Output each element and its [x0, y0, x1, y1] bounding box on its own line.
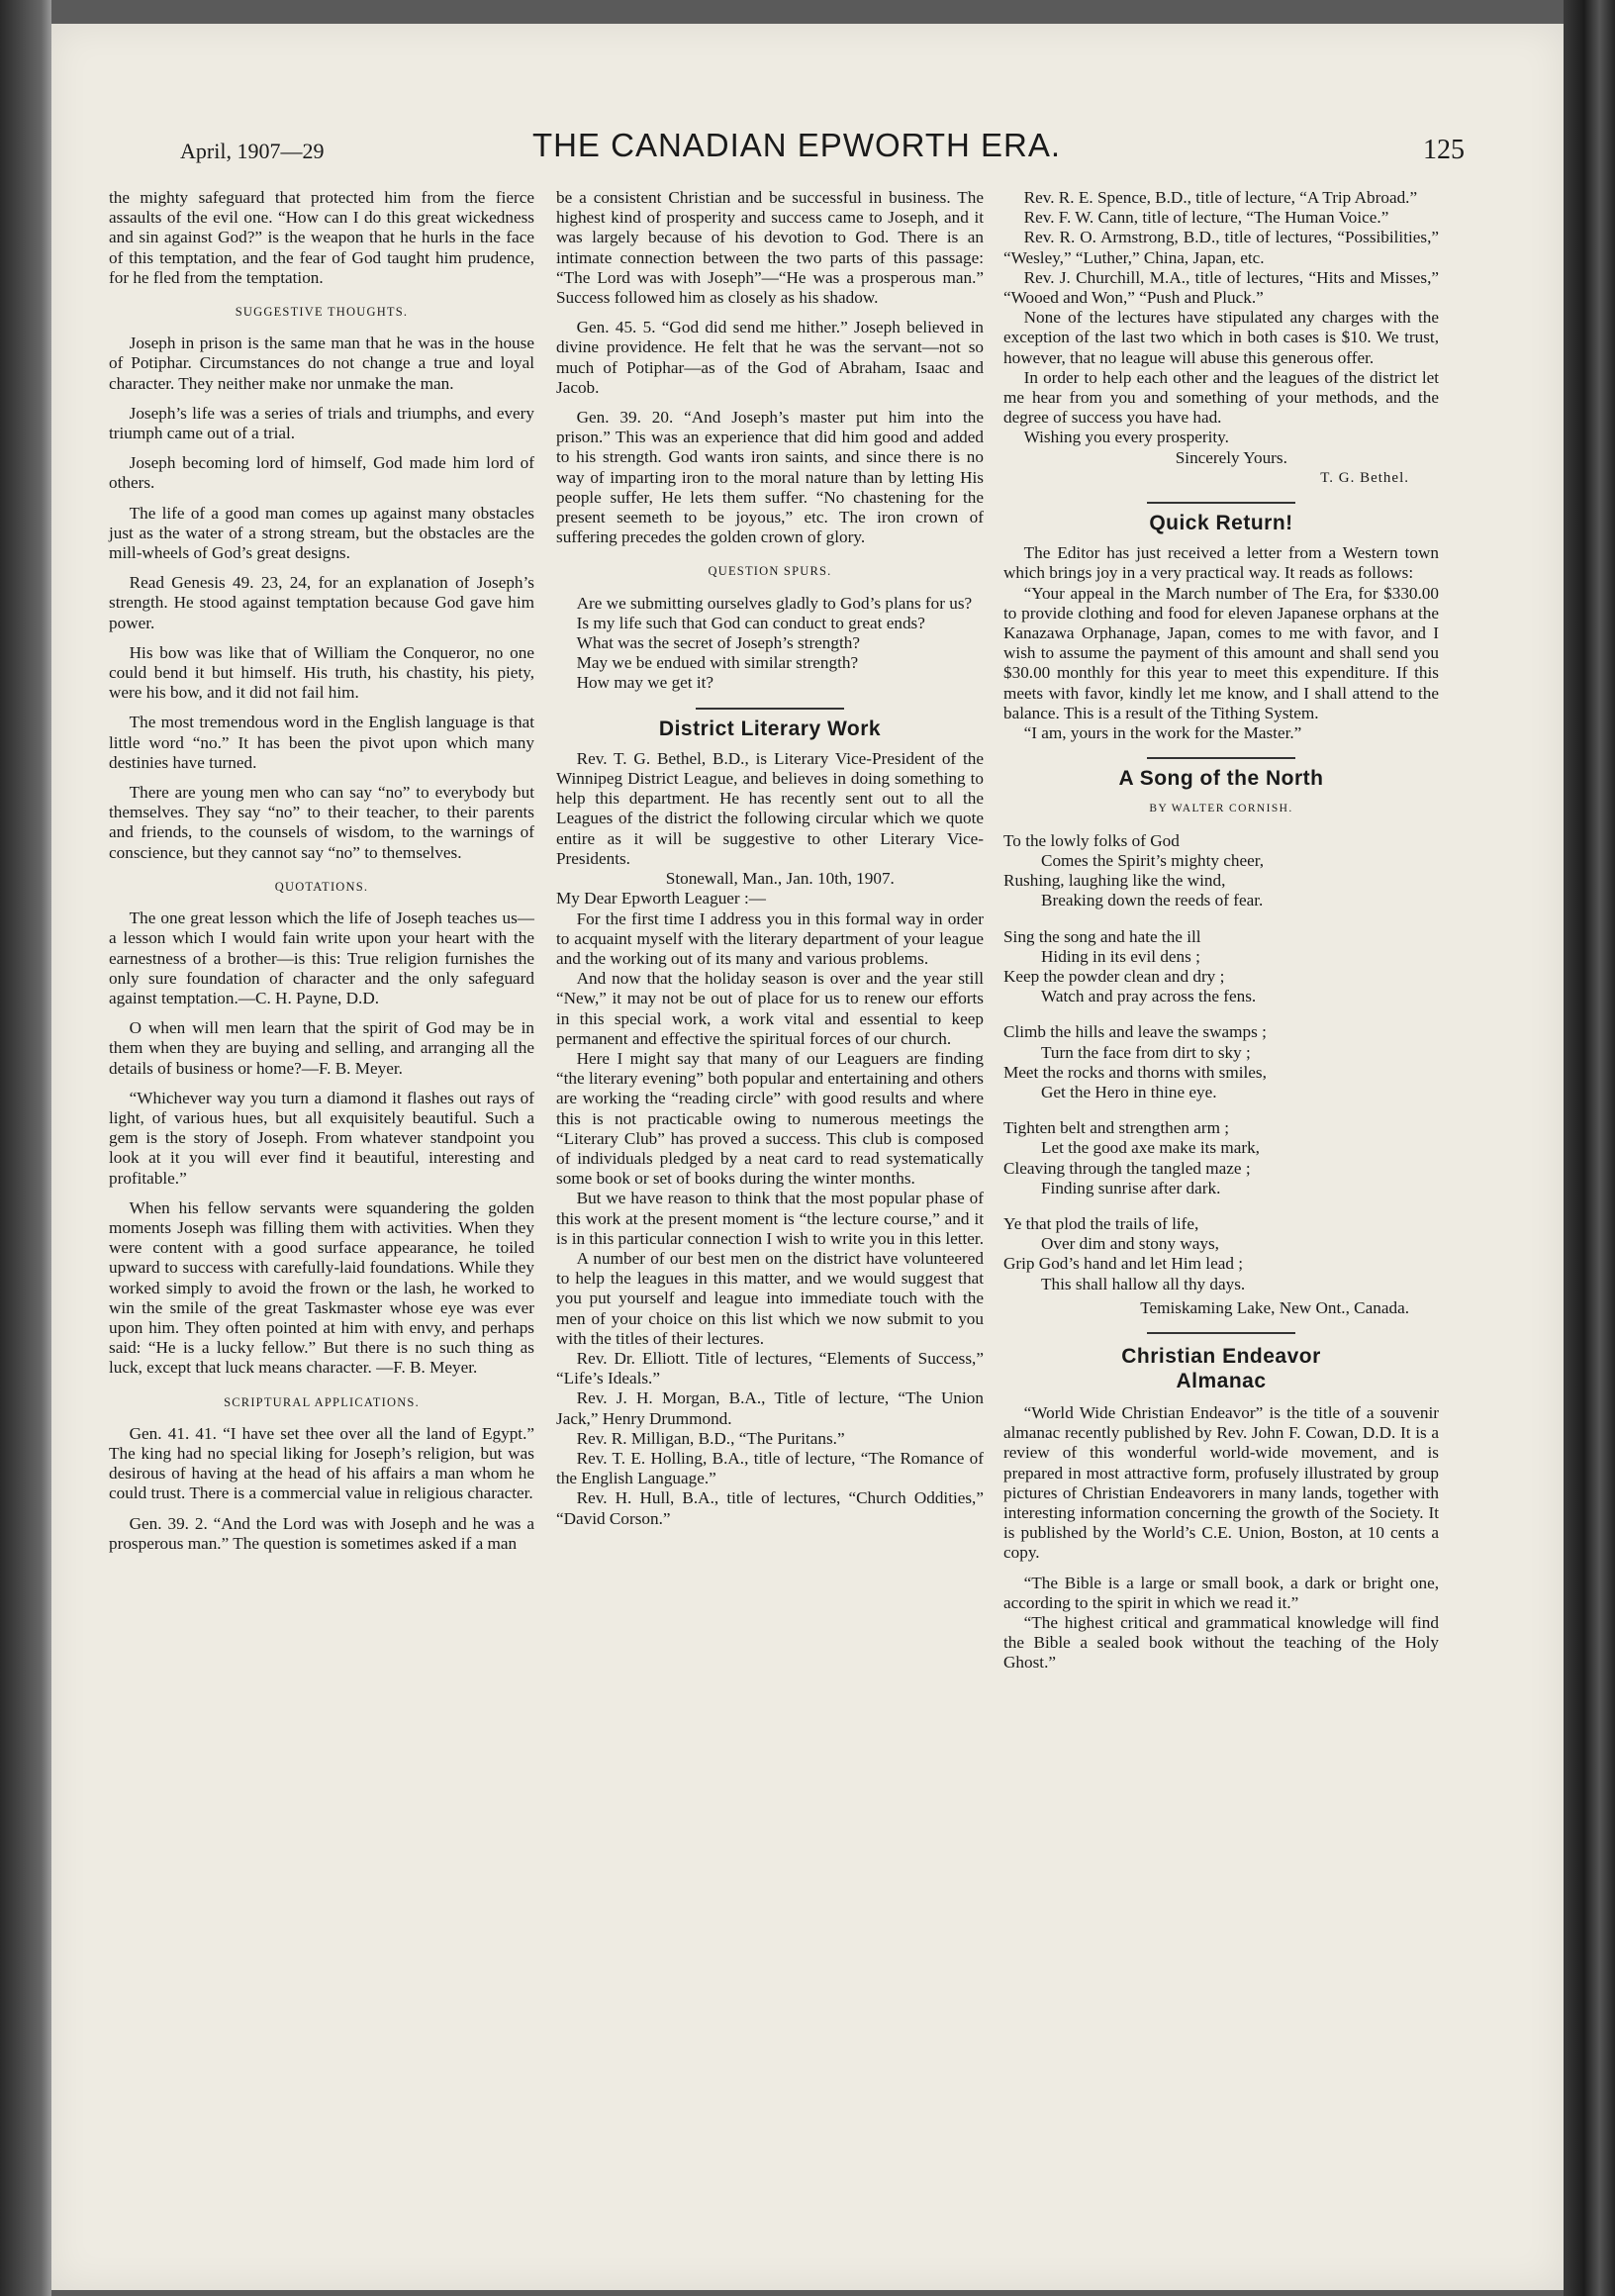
section-heading-quotations: QUOTATIONS.	[274, 879, 369, 894]
poem-line: Get the Hero in thine eye.	[1041, 1082, 1217, 1101]
lecture-entry: Rev. R. E. Spence, B.D., title of lecture, “A Trip Abroad.”	[1023, 188, 1418, 207]
paragraph: the mighty safeguard that protected him from the fierce assaults of the evil one. “How can I do this great wickedness and sin against God?” is the weapon that he hurls in the face of this temptation, and the fear of God taught him prudence, for he fled from the temptation.	[109, 188, 534, 287]
paragraph: His bow was like that of William the Conqueror, no one could bend it but himself. His truth, his chastity, his piety, were his bow, and it did not fail him.	[109, 642, 534, 703]
poem-line: Hiding in its evil dens ;	[1041, 946, 1200, 966]
lecture-entry: Rev. Dr. Elliott. Title of lectures, “Elements of Success,” “Life’s Ideals.”	[556, 1348, 984, 1388]
paragraph: “The highest critical and grammatical knowledge will find the Bible a sealed book without the teaching of the Holy Ghost.”	[1003, 1612, 1439, 1673]
poem-line: This shall hallow all thy days.	[1041, 1274, 1246, 1293]
lecture-entry: Rev. R. Milligan, B.D., “The Puritans.”	[576, 1428, 845, 1448]
section-heading-scriptural: SCRIPTURAL APPLICATIONS.	[224, 1394, 420, 1409]
column-3	[1003, 188, 1439, 1674]
question: Are we submitting ourselves gladly to God’s plans for us?	[576, 593, 973, 613]
paragraph: Gen. 39. 2. “And the Lord was with Joseph and he was a prosperous man.” The question is sometimes asked if a man	[109, 1513, 534, 1553]
article-title-ce	[1003, 1344, 1439, 1393]
paragraph: The Editor has just received a letter from a Western town which brings joy in a very practical way. It reads as follows:	[1003, 543, 1439, 583]
poem-stanza	[1003, 1118, 1439, 1198]
poem-line: Comes the Spirit’s mighty cheer,	[1041, 850, 1265, 870]
article-title-line: Christian Endeavor	[1121, 1344, 1321, 1368]
page-header	[129, 127, 1465, 176]
lecture-entry: Rev. R. O. Armstrong, B.D., title of lectures, “Possibilities,” “Wesley,” “Luther,” China, Japan, etc.	[1003, 228, 1439, 267]
paragraph: The most tremendous word in the English language is that little word “no.” It has been the pivot upon which many destinies have turned.	[109, 713, 534, 772]
paragraph: “I am, yours in the work for the Master.”	[1023, 723, 1302, 743]
poem-line: Keep the powder clean and dry ;	[1003, 966, 1225, 986]
poem-byline: BY WALTER CORNISH.	[1149, 803, 1293, 815]
column-1	[109, 188, 534, 1564]
poem-line: Grip God’s hand and let Him lead ;	[1003, 1254, 1244, 1274]
question: What was the secret of Joseph’s strength?	[576, 633, 860, 653]
paragraph: be a consistent Christian and be successful in business. The highest kind of prosperity and success came to Joseph, and it was largely because of his devotion to God. There is an intimate connection between the two parts of this passage: “The Lord was with Joseph”—“He was a prosperous man.” Success followed him as closely as his shadow.	[556, 188, 984, 308]
poem-line: Turn the face from dirt to sky ;	[1041, 1042, 1251, 1062]
paragraph: “World Wide Christian Endeavor” is the title of a souvenir almanac recently published by Rev. John F. Cowan, D.D. It is a review of this wonderful world-wide movement, and is prepared in most attractive form, profusely illustrated by group pictures of Christian Endeavorers in many lands, together with interesting information concerning the growth of the Society. It is published by the World’s C.E. Union, Boston, at 10 cents a copy.	[1003, 1402, 1439, 1563]
poem-stanza	[1003, 1022, 1439, 1102]
letter-signature: T. G. Bethel.	[1320, 469, 1409, 486]
poem-line: Meet the rocks and thorns with smiles,	[1003, 1062, 1267, 1082]
poem-line: Watch and pray across the fens.	[1041, 987, 1257, 1006]
lecture-entry: Rev. F. W. Cann, title of lecture, “The Human Voice.”	[1023, 208, 1389, 228]
poem-line: Let the good axe make its mark,	[1041, 1138, 1260, 1158]
paragraph: The life of a good man comes up against many obstacles just as the water of a strong stream, but the obstacles are the mill-wheels of God’s great designs.	[109, 503, 534, 563]
poem-line: Tighten belt and strengthen arm ;	[1003, 1118, 1230, 1138]
poem-stanza	[1003, 927, 1439, 1007]
question: Is my life such that God can conduct to great ends?	[576, 613, 925, 632]
poem-line: Finding sunrise after dark.	[1041, 1178, 1221, 1197]
letter-place-date: Stonewall, Man., Jan. 10th, 1907.	[665, 869, 895, 889]
poem-line: Climb the hills and leave the swamps ;	[1003, 1022, 1267, 1042]
paragraph: “Your appeal in the March number of The Era, for $330.00 to provide clothing and food for eleven Japanese orphans at the Kanazawa Orphanage, Japan, comes to me with favor, and I wish to assume the payment of this amount and shall send you $30.00 monthly for this year to meet this expenditure. If this meets with favor, kindly let me know, and I shall attend to the balance. This is a result of the Tithing System.	[1003, 583, 1439, 722]
divider-rule	[1147, 757, 1295, 759]
lecture-entry: Rev. J. H. Morgan, B.A., Title of lecture, “The Union Jack,” Henry Drummond.	[556, 1388, 984, 1428]
divider-rule	[1147, 1332, 1295, 1334]
paragraph: Here I might say that many of our Leaguers are finding “the literary evening” both popular and entertaining and others are working the “reading circle” with good results and where this is not practicable owing to numerous meetings the “Literary Club” has proved a success. This club is composed of individuals pledged by a neat card to read systematically some book or set of books during the winter months.	[556, 1048, 984, 1189]
poem-line: Sing the song and hate the ill	[1003, 926, 1201, 946]
paragraph: Rev. T. G. Bethel, B.D., is Literary Vice-President of the Winnipeg District League, and believes in doing something to help this department. He has recently sent out to all the Leagues of the district the following circular which we quote entire as it will be suggestive to other Literary Vice-Presidents.	[556, 748, 984, 868]
paragraph: And now that the holiday season is over and the year still “New,” it may not be out of place for us to renew our efforts in this special work, a work vital and essential to keep permanent and effective the spiritual forces of our church.	[556, 969, 984, 1048]
section-heading-suggestive: SUGGESTIVE THOUGHTS.	[235, 305, 409, 320]
paragraph: O when will men learn that the spirit of God may be in them when they are buying and selling, and arranging all the details of business or home?—F. B. Meyer.	[109, 1018, 534, 1078]
paragraph: Joseph becoming lord of himself, God made him lord of others.	[109, 453, 534, 493]
paragraph: For the first time I address you in this formal way in order to acquaint myself with the literary department of your league and the working out of its many and various problems.	[556, 909, 984, 968]
paragraph: Gen. 45. 5. “God did send me hither.” Joseph believed in divine providence. He felt that he was the servant—not so much of Potiphar—as of the God of Abraham, Isaac and Jacob.	[556, 318, 984, 397]
paragraph: “The Bible is a large or small book, a dark or bright one, according to the spirit in which we read it.”	[1003, 1573, 1439, 1612]
poem-line: Ye that plod the trails of life,	[1003, 1213, 1199, 1233]
paragraph: In order to help each other and the leagues of the district let me hear from you and something of your methods, and the degree of success you have had.	[1003, 367, 1439, 428]
poem-line: Rushing, laughing like the wind,	[1003, 871, 1226, 891]
divider-rule	[696, 708, 844, 710]
paragraph: There are young men who can say “no” to everybody but themselves. They say “no” to their teacher, to their parents and friends, to the counsels of wisdom, to the warnings of conscience, but they cannot say “no” to themselves.	[109, 783, 534, 862]
article-title-district: District Literary Work	[658, 717, 882, 740]
poem-stanza	[1003, 831, 1439, 911]
divider-rule	[1147, 502, 1295, 504]
paragraph: Read Genesis 49. 23, 24, for an explanation of Joseph’s strength. He stood against temptation because God gave him power.	[109, 573, 534, 632]
column-2	[556, 188, 984, 1529]
letter-salutation: My Dear Epworth Leaguer :—	[556, 889, 766, 909]
poem-line: Over dim and stony ways,	[1041, 1234, 1219, 1254]
paragraph: Joseph in prison is the same man that he was in the house of Potiphar. Circumstances do not change a true and loyal character. They neither make nor unmake the man.	[109, 334, 534, 393]
paragraph: But we have reason to think that the most popular phase of this work at the present moment is “the lecture course,” and it is in this particular connection I wish to write you in this letter.	[556, 1189, 984, 1248]
article-title-song: A Song of the North	[1118, 767, 1324, 791]
article-title-line: Almanac	[1176, 1369, 1267, 1392]
lecture-entry: Rev. H. Hull, B.A., title of lectures, “Church Oddities,” “David Corson.”	[556, 1488, 984, 1528]
paragraph: Joseph’s life was a series of trials and triumphs, and every triumph came out of a trial.	[109, 403, 534, 443]
paragraph: Gen. 39. 20. “And Joseph’s master put him into the prison.” This was an experience that did him good and added to his strength. God wants iron saints, and since there is no way of imparting iron to the moral nature than by letting His people suffer, He lets them suffer. “No chastening for the present seemeth to be joyous,” etc. The iron crown of suffering precedes the golden crown of glory.	[556, 408, 984, 547]
poem-line: To the lowly folks of God	[1003, 830, 1180, 850]
lecture-entry: Rev. J. Churchill, M.A., title of lectures, “Hits and Misses,” “Wooed and Won,” “Push and Pluck.”	[1003, 267, 1439, 308]
question: How may we get it?	[576, 673, 714, 693]
paragraph: When his fellow servants were squandering the golden moments Joseph was filling them with activities. When they were content with a good surface appearance, he toiled upward to success with carefully-laid foundations. While they worked simply to avoid the frown or the lash, he worked to win the smile of the great Taskmaster whose eye was ever upon him. They often pointed at him with envy, and perhaps said: “He is a lucky fellow.” But there is no such thing as luck, except that luck means character. —F. B. Meyer.	[109, 1197, 534, 1378]
poem-stanza	[1003, 1214, 1439, 1294]
poem-place: Temiskaming Lake, New Ont., Canada.	[1140, 1297, 1409, 1317]
paragraph: The one great lesson which the life of Joseph teaches us—a lesson which I would fain write upon your heart with the earnestness of a brother—is this: True religion furnishes the only sure foundation of character and the only safeguard against temptation.—C. H. Payne, D.D.	[109, 909, 534, 1007]
lecture-entry: Rev. T. E. Holling, B.A., title of lecture, “The Romance of the English Language.”	[556, 1448, 984, 1488]
book-spine	[1564, 0, 1615, 2296]
issue-date: April, 1907—29	[180, 139, 325, 163]
paragraph: A number of our best men on the district have volunteered to help the leagues in this matter, and we would suggest that you put yourself and league into immediate touch with the men of your choice on this list which we now submit to you with the titles of their lectures.	[556, 1248, 984, 1348]
letter-closing: Sincerely Yours.	[1175, 447, 1287, 467]
page-number: 125	[1423, 135, 1465, 165]
page-left-edge	[0, 0, 51, 2296]
paragraph: None of the lectures have stipulated any charges with the exception of the last two which in both cases is $10. We trust, however, that no league will abuse this generous offer.	[1003, 308, 1439, 367]
poem-line: Cleaving through the tangled maze ;	[1003, 1158, 1251, 1178]
paragraph: Wishing you every prosperity.	[1023, 428, 1229, 447]
section-heading-question-spurs: QUESTION SPURS.	[708, 564, 832, 579]
paragraph: Gen. 41. 41. “I have set thee over all the land of Egypt.” The king had no special liking for Joseph’s religion, but was desirous of having at the head of his affairs a man whom he could trust. There is a commercial value in religious character.	[109, 1423, 534, 1503]
paragraph: “Whichever way you turn a diamond it flashes out rays of light, of various hues, but all exquisitely beautiful. Such a gem is the story of Joseph. From whatever standpoint you look at it you will ever find it beautiful, interesting and profitable.”	[109, 1088, 534, 1188]
article-title-quick-return: Quick Return!	[1149, 512, 1293, 535]
publication-title: THE CANADIAN EPWORTH ERA.	[531, 127, 1062, 163]
poem-line: Breaking down the reeds of fear.	[1041, 891, 1264, 910]
question: May we be endued with similar strength?	[576, 653, 859, 673]
